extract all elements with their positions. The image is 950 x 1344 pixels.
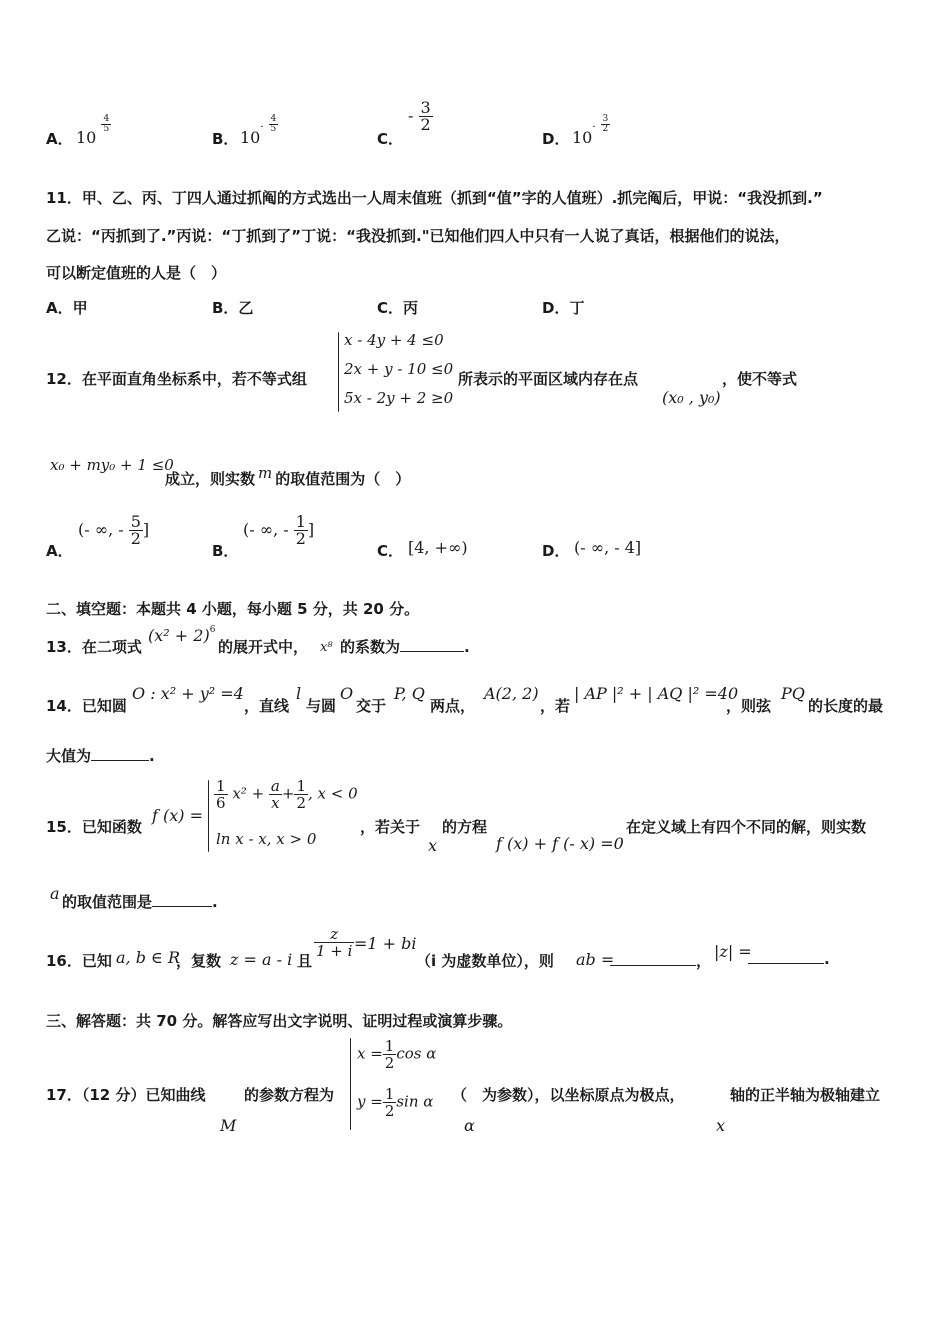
answer-blank bbox=[400, 639, 464, 652]
q17-var-m: M bbox=[220, 1116, 237, 1135]
q14-line-2 bbox=[46, 745, 155, 766]
q14-t4: 两点， bbox=[430, 697, 476, 715]
q17-equation-x bbox=[357, 1038, 436, 1071]
q17-var-alpha: α bbox=[464, 1116, 475, 1135]
q16-z: z = a - i bbox=[230, 950, 293, 969]
fraction-half: $\frac{1}{2}$ bbox=[384, 1037, 395, 1072]
q10-option-a-value bbox=[76, 114, 111, 148]
q14-t3: 交于 bbox=[356, 697, 387, 715]
section-3-title: 三、解答题：共 70 分。解答应写出文字说明、证明过程或演算步骤。 bbox=[46, 1012, 513, 1030]
q17-var-x: x bbox=[716, 1116, 726, 1135]
q15-fx: f (x) = bbox=[152, 806, 204, 825]
q14-t6: ，则弦 bbox=[726, 697, 772, 715]
fraction: $\frac{1}{2}$ bbox=[295, 512, 306, 548]
q14-lead: 14．已知圆 bbox=[46, 697, 127, 715]
q16-ab: a, b ∈ R bbox=[116, 948, 181, 967]
q16-t2: 且 bbox=[297, 952, 313, 970]
post: ] bbox=[142, 520, 150, 539]
section-2-title: 二、填空题：本题共 4 小题，每小题 5 分，共 20 分。 bbox=[46, 600, 420, 618]
comma: ， bbox=[696, 952, 712, 970]
exponent: 6 bbox=[209, 625, 216, 635]
q12-option-b-value bbox=[243, 514, 314, 547]
q15-piecewise-brace bbox=[208, 780, 209, 852]
q11-option-b: B．乙 bbox=[212, 299, 254, 317]
text: 的取值范围是 bbox=[62, 893, 153, 911]
q12-option-d-value: (- ∞, - 4] bbox=[574, 538, 642, 557]
end: . bbox=[212, 893, 218, 911]
q12-lead: 12．在平面直角坐标系中，若不等式组 bbox=[46, 370, 307, 388]
q11-line-1: 11．甲、乙、丙、丁四人通过抓阄的方式选出一人周末值班（抓到“值”字的人值班）.抓完阄后，甲说：“我没抓到.” bbox=[46, 189, 823, 207]
q14-circle: O : x² + y² =4 bbox=[132, 684, 244, 703]
q16-t3: （i 为虚数单位），则 bbox=[416, 952, 554, 970]
q14-t7: 的长度的最 bbox=[808, 697, 884, 715]
q17-t3: 轴的正半轴为极轴建立 bbox=[730, 1086, 881, 1104]
exp-sign: - bbox=[260, 122, 264, 132]
var-m: m bbox=[258, 464, 273, 482]
q11-line-2: 乙说：“丙抓到了.”丙说：“丁抓到了”丁说：“我没抓到."已知他们四人中只有一人说了真话，根据他们的说法， bbox=[46, 227, 790, 245]
end: . bbox=[464, 638, 470, 656]
q11-option-c: C．丙 bbox=[377, 299, 419, 317]
rhs: sin α bbox=[396, 1092, 434, 1111]
q15-var-a: a bbox=[50, 884, 60, 903]
exponent-fraction: $\frac{4}{5}$ bbox=[103, 114, 110, 134]
q14-condition: | AP |² + | AQ |² =40 bbox=[574, 684, 739, 703]
exp-sign: - bbox=[592, 122, 596, 132]
q17-lead: 17．（12 分）已知曲线 bbox=[46, 1086, 206, 1104]
q12-mid-text: 所表示的平面区域内存在点 bbox=[458, 370, 639, 388]
q12-condition: x₀ + my₀ + 1 ≤0 bbox=[50, 456, 174, 474]
text: 大值为 bbox=[46, 747, 92, 765]
text-end: 的取值范围为（ ） bbox=[275, 470, 411, 488]
q15-lead: 15．已知函数 bbox=[46, 818, 142, 836]
q12-option-d-label: D． bbox=[542, 542, 570, 560]
q12-inequality-1: x - 4y + 4 ≤0 bbox=[344, 331, 444, 349]
answer-blank bbox=[91, 748, 149, 761]
q10-option-b-value bbox=[240, 114, 278, 148]
q13-lead: 13．在二项式 bbox=[46, 638, 142, 656]
q15-t3: 在定义域上有四个不同的解，则实数 bbox=[626, 818, 867, 836]
pre: (- ∞, - bbox=[243, 520, 289, 539]
x-squared: x² + bbox=[232, 784, 265, 803]
exponent-fraction: $\frac{4}{5}$ bbox=[270, 114, 277, 134]
q14-point-a: A(2, 2) bbox=[484, 684, 539, 703]
fraction-1-6: $\frac{1}{6}$ bbox=[216, 777, 226, 812]
base: 10 bbox=[76, 128, 97, 147]
text: 的系数为 bbox=[340, 638, 401, 656]
q14-t5: ，若 bbox=[540, 697, 571, 715]
q16-abs-z: |z| = bbox=[714, 942, 752, 961]
q16-fraction bbox=[314, 926, 354, 959]
q15-var-x: x bbox=[428, 836, 438, 855]
q14-line-var: l bbox=[296, 684, 302, 703]
q17-system-brace bbox=[350, 1038, 351, 1130]
fraction-z-over-1-plus-i: $\frac{z}{1 + i}$ bbox=[316, 925, 353, 960]
q12-option-a-value bbox=[78, 514, 149, 547]
exponent-fraction: $\frac{3}{2}$ bbox=[602, 114, 609, 134]
answer-blank-2 bbox=[748, 951, 824, 964]
q10-option-d-label: D． bbox=[542, 130, 570, 148]
q16-blank-2-wrap bbox=[748, 950, 830, 968]
q12-option-b-label: B． bbox=[212, 542, 239, 560]
q12-option-c-value: [4, +∞) bbox=[408, 538, 468, 557]
q17-t2: （ 为参数），以坐标原点为极点， bbox=[452, 1086, 685, 1104]
fraction: $\frac{3}{2}$ bbox=[420, 98, 431, 134]
answer-blank bbox=[152, 894, 212, 907]
q12-tail-text: ，使不等式 bbox=[722, 370, 798, 388]
post: ] bbox=[307, 520, 315, 539]
q14-o: O bbox=[340, 684, 354, 703]
base: 10 bbox=[572, 128, 593, 147]
end: . bbox=[824, 950, 830, 968]
end: . bbox=[149, 747, 155, 765]
q10-option-d-value bbox=[572, 114, 610, 148]
q12-option-c-label: C． bbox=[377, 542, 404, 560]
q15-case-2: ln x - x, x > 0 bbox=[216, 830, 317, 848]
pre: (- ∞, - bbox=[78, 520, 124, 539]
q12-option-a-label: A． bbox=[46, 542, 73, 560]
q17-t1: 的参数方程为 bbox=[244, 1086, 335, 1104]
q13-binomial bbox=[148, 626, 215, 645]
q13-term: x⁸ bbox=[320, 640, 333, 655]
q14-pq: P, Q bbox=[394, 684, 425, 703]
q12-system-brace bbox=[338, 332, 339, 412]
answer-blank-1 bbox=[610, 953, 696, 966]
q16-lead: 16．已知 bbox=[46, 952, 112, 970]
q11-option-a: A．甲 bbox=[46, 299, 88, 317]
fraction-a-x: $\frac{a}{x}$ bbox=[270, 777, 280, 812]
q15-equation: f (x) + f (- x) =0 bbox=[496, 834, 624, 853]
rhs: cos α bbox=[396, 1044, 437, 1063]
cond: , x < 0 bbox=[308, 784, 358, 803]
lhs: x = bbox=[357, 1044, 383, 1063]
q16-t1: ，复数 bbox=[176, 952, 222, 970]
expr: (x² + 2) bbox=[148, 626, 210, 645]
q10-option-c-label: C． bbox=[377, 130, 404, 148]
q17-equation-y bbox=[357, 1086, 433, 1119]
q12-line-2 bbox=[165, 464, 411, 489]
q12-point: (x₀ , y₀) bbox=[662, 388, 721, 407]
q15-case-1 bbox=[214, 778, 358, 811]
q11-option-d: D．丁 bbox=[542, 299, 585, 317]
q12-inequality-2: 2x + y - 10 ≤0 bbox=[344, 360, 454, 378]
base: 10 bbox=[240, 128, 261, 147]
q16-rhs: =1 + bi bbox=[354, 934, 417, 953]
q15-t1: ，若关于 bbox=[360, 818, 421, 836]
q14-t2: 与圆 bbox=[306, 697, 337, 715]
fraction: $\frac{5}{2}$ bbox=[130, 512, 141, 548]
fraction-1-2: $\frac{1}{2}$ bbox=[296, 777, 306, 812]
q16-blank-1-wrap bbox=[610, 950, 711, 971]
q10-option-b-label: B． bbox=[212, 130, 239, 148]
lhs: y = bbox=[357, 1092, 383, 1111]
q14-t1: ，直线 bbox=[244, 697, 290, 715]
q10-option-a-label: A． bbox=[46, 130, 73, 148]
text: 成立，则实数 bbox=[165, 470, 256, 488]
q11-line-3: 可以断定值班的人是（ ） bbox=[46, 264, 227, 282]
q16-ab-expr: ab = bbox=[576, 950, 615, 969]
q14-chord: PQ bbox=[781, 684, 805, 703]
q13-mid: 的展开式中， bbox=[218, 638, 309, 656]
q15-line-2 bbox=[62, 891, 218, 912]
q13-tail bbox=[340, 636, 470, 657]
sign: - bbox=[408, 106, 414, 125]
plus: + bbox=[281, 784, 295, 803]
q12-inequality-3: 5x - 2y + 2 ≥0 bbox=[344, 389, 454, 407]
fraction-half: $\frac{1}{2}$ bbox=[384, 1085, 395, 1120]
q10-option-c-value bbox=[408, 100, 433, 133]
q15-t2: 的方程 bbox=[442, 818, 488, 836]
